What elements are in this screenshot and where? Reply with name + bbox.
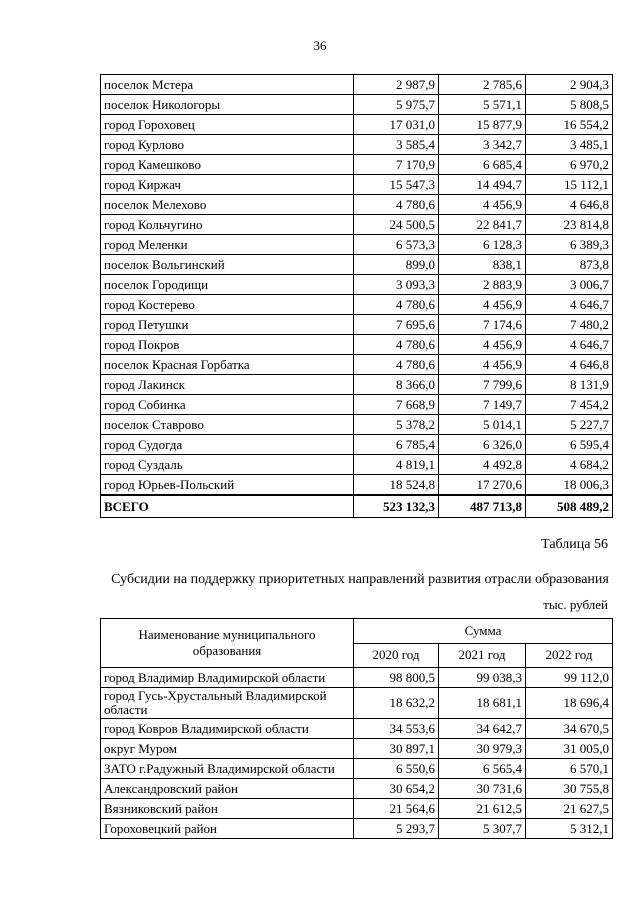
value-2020: 15 547,3: [354, 175, 439, 195]
table-row: [101, 435, 613, 455]
table-row: [101, 75, 613, 95]
total-2022: 508 489,2: [526, 495, 613, 518]
table-row: [101, 195, 613, 215]
value-2020: 18 632,2: [354, 688, 439, 719]
value-2020: 18 524,8: [354, 475, 439, 496]
value-2021: 5 571,1: [439, 95, 526, 115]
row-name: поселок Мстера: [101, 75, 354, 95]
table-row: [101, 95, 613, 115]
table-row: [101, 688, 613, 719]
row-name: поселок Ставрово: [101, 415, 354, 435]
value-2020: 24 500,5: [354, 215, 439, 235]
table-row: [101, 215, 613, 235]
value-2020: 3 093,3: [354, 275, 439, 295]
table-row: [101, 175, 613, 195]
value-2022: 4 646,7: [526, 335, 613, 355]
row-name: город Владимир Владимирской области: [101, 668, 354, 688]
value-2021: 3 342,7: [439, 135, 526, 155]
value-2020: 7 668,9: [354, 395, 439, 415]
table-body: [101, 668, 613, 839]
value-2020: 17 031,0: [354, 115, 439, 135]
row-name: поселок Мелехово: [101, 195, 354, 215]
header-sum: Сумма: [354, 619, 613, 644]
value-2022: 16 554,2: [526, 115, 613, 135]
table-row: [101, 819, 613, 839]
table-row: [101, 155, 613, 175]
table-row: [101, 135, 613, 155]
value-2020: 8 366,0: [354, 375, 439, 395]
value-2020: 30 654,2: [354, 779, 439, 799]
value-2021: 6 565,4: [439, 759, 526, 779]
value-2021: 2 785,6: [439, 75, 526, 95]
value-2022: 8 131,9: [526, 375, 613, 395]
row-name: поселок Вольгинский: [101, 255, 354, 275]
value-2022: 6 595,4: [526, 435, 613, 455]
total-row: [101, 495, 613, 518]
row-name: город Покров: [101, 335, 354, 355]
value-2021: 30 731,6: [439, 779, 526, 799]
value-2021: 14 494,7: [439, 175, 526, 195]
value-2022: 7 454,2: [526, 395, 613, 415]
value-2020: 899,0: [354, 255, 439, 275]
value-2022: 21 627,5: [526, 799, 613, 819]
table-row: [101, 295, 613, 315]
value-2020: 6 573,3: [354, 235, 439, 255]
value-2020: 4 780,6: [354, 295, 439, 315]
value-2020: 5 975,7: [354, 95, 439, 115]
row-name: Гороховецкий район: [101, 819, 354, 839]
value-2020: 5 293,7: [354, 819, 439, 839]
value-2020: 30 897,1: [354, 739, 439, 759]
value-2021: 22 841,7: [439, 215, 526, 235]
row-name: город Суздаль: [101, 455, 354, 475]
row-name: город Гусь-Хрустальный Владимирской области: [101, 688, 354, 719]
table-caption: Таблица 56: [541, 537, 608, 552]
row-name: город Лакинск: [101, 375, 354, 395]
value-2020: 4 780,6: [354, 335, 439, 355]
table-row: [101, 455, 613, 475]
value-2022: 4 646,7: [526, 295, 613, 315]
value-2022: 6 389,3: [526, 235, 613, 255]
value-2021: 4 456,9: [439, 355, 526, 375]
value-2020: 2 987,9: [354, 75, 439, 95]
value-2021: 5 014,1: [439, 415, 526, 435]
table-row: [101, 475, 613, 496]
value-2021: 5 307,7: [439, 819, 526, 839]
table-row: [101, 739, 613, 759]
table-row: [101, 719, 613, 739]
table-row: [101, 315, 613, 335]
value-2021: 99 038,3: [439, 668, 526, 688]
total-2020: 523 132,3: [354, 495, 439, 518]
units-label: тыс. рублей: [543, 597, 608, 612]
value-2020: 4 780,6: [354, 355, 439, 375]
value-2022: 4 646,8: [526, 195, 613, 215]
value-2022: 5 808,5: [526, 95, 613, 115]
row-name: город Собинка: [101, 395, 354, 415]
value-2020: 34 553,6: [354, 719, 439, 739]
value-2021: 7 799,6: [439, 375, 526, 395]
value-2020: 6 550,6: [354, 759, 439, 779]
education-subsidy-table: [100, 618, 613, 839]
value-2022: 30 755,8: [526, 779, 613, 799]
value-2022: 31 005,0: [526, 739, 613, 759]
value-2022: 18 696,4: [526, 688, 613, 719]
value-2020: 21 564,6: [354, 799, 439, 819]
value-2021: 21 612,5: [439, 799, 526, 819]
value-2021: 7 149,7: [439, 395, 526, 415]
table-heading: Субсидии на поддержку приоритетных направлений развития отрасли образования: [111, 572, 609, 587]
table-row: [101, 668, 613, 688]
value-2020: 7 170,9: [354, 155, 439, 175]
table-row: [101, 335, 613, 355]
row-name: город Курлово: [101, 135, 354, 155]
total-label: ВСЕГО: [101, 495, 354, 518]
subsidy-table-continued: [100, 74, 613, 518]
row-name: город Ковров Владимирской области: [101, 719, 354, 739]
value-2022: 3 006,7: [526, 275, 613, 295]
value-2021: 18 681,1: [439, 688, 526, 719]
value-2022: 3 485,1: [526, 135, 613, 155]
header-year-2021: 2021 год: [439, 643, 526, 668]
value-2020: 6 785,4: [354, 435, 439, 455]
value-2022: 6 970,2: [526, 155, 613, 175]
value-2022: 5 227,7: [526, 415, 613, 435]
row-name: поселок Никологоры: [101, 95, 354, 115]
total-2021: 487 713,8: [439, 495, 526, 518]
value-2020: 7 695,6: [354, 315, 439, 335]
value-2022: 2 904,3: [526, 75, 613, 95]
table-row: [101, 759, 613, 779]
value-2022: 873,8: [526, 255, 613, 275]
table-row: [101, 415, 613, 435]
value-2020: 3 585,4: [354, 135, 439, 155]
table-row: [101, 375, 613, 395]
value-2021: 4 456,9: [439, 335, 526, 355]
row-name: округ Муром: [101, 739, 354, 759]
row-name: ЗАТО г.Радужный Владимирской области: [101, 759, 354, 779]
value-2021: 7 174,6: [439, 315, 526, 335]
row-name: Александровский район: [101, 779, 354, 799]
value-2021: 6 685,4: [439, 155, 526, 175]
row-name: город Кольчугино: [101, 215, 354, 235]
row-name: поселок Красная Горбатка: [101, 355, 354, 375]
value-2022: 6 570,1: [526, 759, 613, 779]
row-name: город Гороховец: [101, 115, 354, 135]
table-row: [101, 779, 613, 799]
value-2022: 99 112,0: [526, 668, 613, 688]
table-row: [101, 115, 613, 135]
table-body: [101, 75, 613, 518]
table-row: [101, 255, 613, 275]
value-2021: 6 326,0: [439, 435, 526, 455]
value-2021: 4 456,9: [439, 295, 526, 315]
value-2021: 4 456,9: [439, 195, 526, 215]
value-2021: 30 979,3: [439, 739, 526, 759]
table-row: [101, 235, 613, 255]
value-2021: 34 642,7: [439, 719, 526, 739]
row-name: город Камешково: [101, 155, 354, 175]
value-2022: 34 670,5: [526, 719, 613, 739]
value-2020: 5 378,2: [354, 415, 439, 435]
value-2021: 4 492,8: [439, 455, 526, 475]
row-name: город Костерево: [101, 295, 354, 315]
value-2022: 4 684,2: [526, 455, 613, 475]
value-2022: 7 480,2: [526, 315, 613, 335]
header-name: Наименование муниципального образования: [101, 619, 354, 668]
table-row: [101, 355, 613, 375]
row-name: Вязниковский район: [101, 799, 354, 819]
table-row: [101, 275, 613, 295]
row-name: город Судогда: [101, 435, 354, 455]
value-2021: 838,1: [439, 255, 526, 275]
table-row: [101, 395, 613, 415]
value-2020: 98 800,5: [354, 668, 439, 688]
row-name: поселок Городищи: [101, 275, 354, 295]
value-2021: 15 877,9: [439, 115, 526, 135]
row-name: город Киржач: [101, 175, 354, 195]
table-row: [101, 799, 613, 819]
header-year-2022: 2022 год: [526, 643, 613, 668]
value-2020: 4 819,1: [354, 455, 439, 475]
header-year-2020: 2020 год: [354, 643, 439, 668]
row-name: город Юрьев-Польский: [101, 475, 354, 496]
value-2021: 6 128,3: [439, 235, 526, 255]
value-2020: 4 780,6: [354, 195, 439, 215]
value-2022: 23 814,8: [526, 215, 613, 235]
page-number: 36: [313, 38, 327, 53]
value-2022: 15 112,1: [526, 175, 613, 195]
value-2022: 5 312,1: [526, 819, 613, 839]
value-2022: 4 646,8: [526, 355, 613, 375]
row-name: город Меленки: [101, 235, 354, 255]
value-2021: 2 883,9: [439, 275, 526, 295]
value-2021: 17 270,6: [439, 475, 526, 496]
row-name: город Петушки: [101, 315, 354, 335]
value-2022: 18 006,3: [526, 475, 613, 496]
